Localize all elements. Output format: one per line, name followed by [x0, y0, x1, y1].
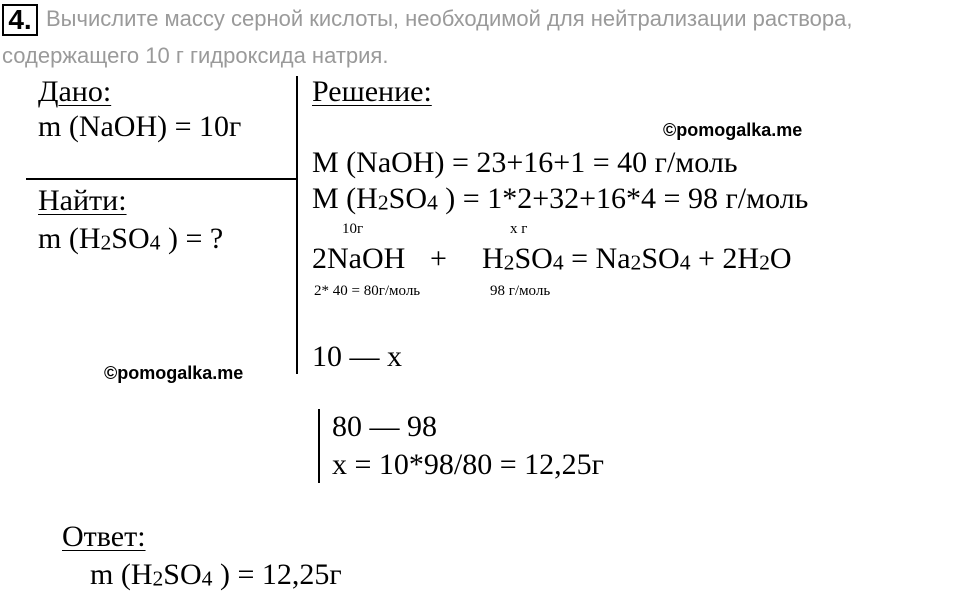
equation-products: $H_2SO_4 = Na_2SO_4 + 2H_2O$: [482, 242, 792, 275]
proportion-line-1: 10 — х: [312, 340, 402, 373]
proportion-bracket: [318, 409, 320, 483]
equation-plus: +: [430, 242, 447, 275]
task-text-line-2: содержащего 10 г гидроксида натрия.: [2, 43, 389, 68]
given-label: Дано:: [38, 75, 112, 108]
watermark-top: ©pomogalka.me: [663, 120, 803, 140]
above-naoh-mass: 10г: [342, 221, 364, 237]
answer-label: Ответ:: [62, 520, 146, 553]
watermark-bottom: ©pomogalka.me: [104, 363, 244, 383]
find-mass-h2so4: m ($H_2SO_4$ ) = ?: [38, 222, 224, 255]
above-h2so4-mass: х г: [510, 221, 528, 237]
calculation-result: х = 10*98/80 = 12,25г: [332, 448, 604, 481]
equation-naoh: 2NaOH: [312, 242, 406, 275]
below-naoh-mass: 2* 40 = 80г/моль: [314, 283, 421, 299]
proportion-line-2: 80 — 98: [332, 410, 437, 443]
given-mass-naoh: m (NaOH) = 10г: [38, 110, 242, 143]
given-find-divider: [26, 178, 296, 180]
task-number: 4.: [2, 4, 38, 36]
molar-mass-naoh: M (NaOH) = 23+16+1 = 40 г/моль: [312, 146, 738, 179]
below-h2so4-mass: 98 г/моль: [490, 283, 551, 299]
answer-value: m ($H_2SO_4$ ) = 12,25г: [90, 558, 342, 591]
molar-mass-h2so4: M ($H_2SO_4$ ) = 1*2+32+16*4 = 98 г/моль: [312, 182, 809, 215]
find-label: Найти:: [38, 184, 127, 217]
solution-label: Решение:: [312, 75, 432, 108]
task-text-line-1: Вычислите массу серной кислоты, необходимой для нейтрализации раствора,: [46, 6, 853, 31]
given-solution-divider: [296, 76, 298, 374]
